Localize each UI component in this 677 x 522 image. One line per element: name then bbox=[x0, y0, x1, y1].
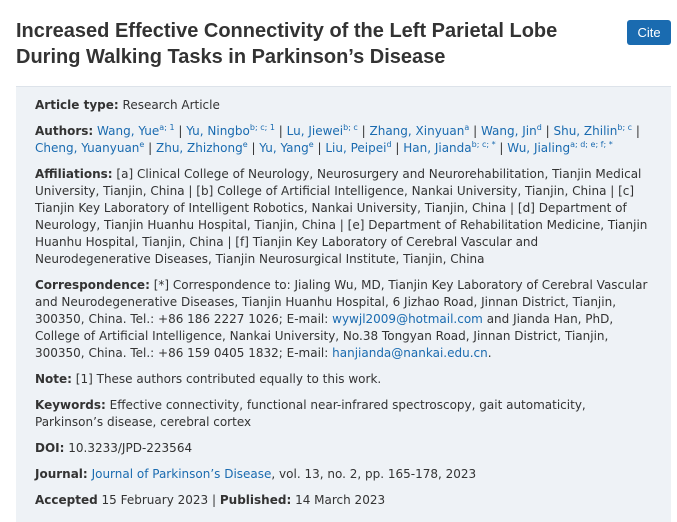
author-separator: | bbox=[247, 141, 260, 155]
author-separator: | bbox=[174, 124, 187, 138]
affiliations-label: Affiliations: bbox=[35, 167, 113, 181]
correspondence-text-end: . bbox=[487, 346, 492, 360]
author-affiliation-marker: b; c bbox=[617, 123, 633, 132]
author-entry bbox=[259, 141, 313, 155]
journal-label: Journal: bbox=[35, 467, 88, 481]
author-separator: | bbox=[632, 124, 640, 138]
author-affiliation-marker: d bbox=[536, 123, 542, 132]
author-entry bbox=[403, 141, 495, 155]
author-entry bbox=[97, 124, 174, 138]
dates-separator: | bbox=[212, 493, 217, 507]
author-entry bbox=[35, 141, 144, 155]
author-affiliation-marker: b; c; 1 bbox=[249, 123, 275, 132]
doi-label: DOI: bbox=[35, 441, 65, 455]
affiliations-text: [a] Clinical College of Neurology, Neurosurgery and Neurorehabilitation, Tianjin Medical University, Tianjin, China | [b] College of Artificial Intelligence, Nankai University, Tianjin, China | [c] Tianjin Key Laboratory of Intelligent Robotics, Nankai University, Tianjin, China | [d] Department of Neurology, Tianjin Huanhu Hospital, Tianjin, China | [e] Department of Rehabilitation Medicine, Tianjin Huanhu Hospital, Tianjin, China | [f] Tianjin Key Laboratory of Cerebral Vascular and Neurodegenerative Diseases, Tianjin Neurosurgical Institute, Tianjin, China bbox=[35, 167, 648, 266]
author-separator: | bbox=[313, 141, 326, 155]
author-separator: | bbox=[274, 124, 287, 138]
author-entry bbox=[156, 141, 248, 155]
published-label: Published: bbox=[219, 493, 292, 507]
author-link[interactable]: Zhang, Xinyuan bbox=[369, 124, 465, 138]
author-link[interactable]: Yu, Yang bbox=[259, 141, 309, 155]
correspondence-text: [*] Correspondence to: Jialing Wu, MD, Tianjin Key Laboratory of Cerebral Vascular and Neurodegenerative Diseases, Tianjin Huanhu Hospital, 6 Jizhao Road, Jinnan District, Tianjin, 300350, China. Tel.: +86 186 2227 1026; E-mail: bbox=[35, 278, 648, 326]
author-separator: | bbox=[391, 141, 404, 155]
author-affiliation-marker: d bbox=[386, 140, 392, 149]
article-type-label: Article type: bbox=[35, 98, 119, 112]
author-separator: | bbox=[357, 124, 370, 138]
author-affiliation-marker: e bbox=[308, 140, 314, 149]
author-affiliation-marker: b; c; * bbox=[471, 140, 496, 149]
author-entry bbox=[553, 124, 632, 138]
email-link-wu[interactable]: wywjl2009@hotmail.com bbox=[332, 312, 483, 326]
author-entry bbox=[325, 141, 391, 155]
author-affiliation-marker: a; d; e; f; * bbox=[570, 140, 613, 149]
note-row bbox=[35, 371, 651, 388]
cite-button[interactable]: Cite bbox=[627, 20, 671, 45]
accepted-date: 15 February 2023 bbox=[101, 493, 209, 507]
article-metadata-panel bbox=[16, 86, 671, 522]
note-text: [1] These authors contributed equally to this work. bbox=[75, 372, 382, 386]
authors-list bbox=[35, 124, 640, 155]
authors-label: Authors: bbox=[35, 124, 94, 138]
accepted-label: Accepted bbox=[35, 493, 98, 507]
author-link[interactable]: Wang, Jin bbox=[480, 124, 537, 138]
author-separator: | bbox=[469, 124, 481, 138]
journal-details: , vol. 13, no. 2, pp. 165-178, 2023 bbox=[271, 467, 477, 481]
author-separator: | bbox=[541, 124, 554, 138]
dates-row bbox=[35, 492, 651, 509]
author-entry bbox=[287, 124, 358, 138]
journal-link[interactable]: Journal of Parkinson’s Disease bbox=[91, 467, 272, 481]
keywords-text: Effective connectivity, functional near-infrared spectroscopy, gait automaticity, Parkinson’s disease, cerebral cortex bbox=[35, 398, 586, 429]
keywords-row bbox=[35, 397, 651, 431]
author-link[interactable]: Wang, Yue bbox=[97, 124, 160, 138]
doi-row bbox=[35, 440, 651, 457]
author-entry bbox=[186, 124, 275, 138]
correspondence-label: Correspondence: bbox=[35, 278, 150, 292]
author-link[interactable]: Lu, Jiewei bbox=[286, 124, 344, 138]
published-date: 14 March 2023 bbox=[295, 493, 386, 507]
journal-row bbox=[35, 466, 651, 483]
note-label: Note: bbox=[35, 372, 72, 386]
keywords-label: Keywords: bbox=[35, 398, 106, 412]
doi-value: 10.3233/JPD-223564 bbox=[68, 441, 193, 455]
correspondence-text-middle: and Jianda Han, PhD, College of Artificial Intelligence, Nankai University, No.38 Tongyan Road, Jinnan District, Tianjin, 300350, China. Tel.: +86 159 0405 1832; E-mail: bbox=[35, 312, 614, 360]
author-link[interactable]: Shu, Zhilin bbox=[553, 124, 618, 138]
author-separator: | bbox=[144, 141, 156, 155]
authors-row bbox=[35, 123, 651, 157]
author-affiliation-marker: e bbox=[242, 140, 248, 149]
affiliations-row bbox=[35, 166, 651, 268]
author-entry bbox=[370, 124, 470, 138]
author-affiliation-marker: a; 1 bbox=[159, 123, 175, 132]
author-affiliation-marker: b; c bbox=[343, 123, 358, 132]
article-type-row bbox=[35, 97, 651, 114]
email-link-han[interactable]: hanjianda@nankai.edu.cn bbox=[332, 346, 488, 360]
article-title: Increased Effective Connectivity of the Left Parietal Lobe During Walking Tasks in Parkinson’s Disease bbox=[16, 20, 558, 68]
author-entry bbox=[507, 141, 612, 155]
author-link[interactable]: Cheng, Yuanyuan bbox=[35, 141, 140, 155]
author-link[interactable]: Zhu, Zhizhong bbox=[156, 141, 243, 155]
author-separator: | bbox=[495, 141, 508, 155]
author-link[interactable]: Liu, Peipei bbox=[325, 141, 387, 155]
author-affiliation-marker: a bbox=[464, 123, 470, 132]
author-link[interactable]: Wu, Jialing bbox=[507, 141, 571, 155]
article-type-value: Research Article bbox=[122, 98, 220, 112]
author-affiliation-marker: e bbox=[139, 140, 145, 149]
author-link[interactable]: Yu, Ningbo bbox=[186, 124, 250, 138]
correspondence-row bbox=[35, 277, 651, 362]
author-link[interactable]: Han, Jianda bbox=[403, 141, 472, 155]
author-entry bbox=[481, 124, 542, 138]
